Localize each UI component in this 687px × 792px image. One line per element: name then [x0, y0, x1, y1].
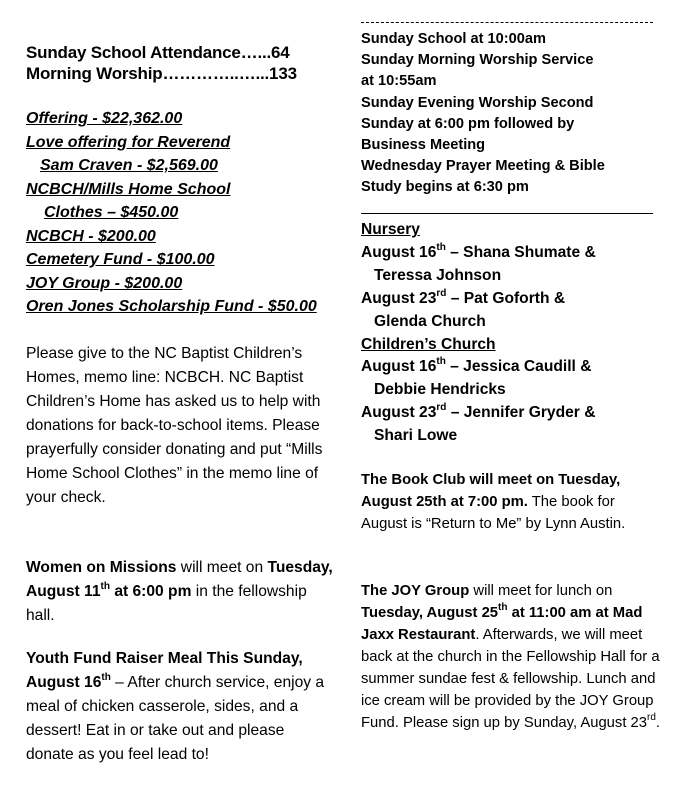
women-on-missions-note [26, 556, 336, 628]
wom-title: Women on Missions [26, 559, 177, 576]
wom-time: at 6:00 pm [109, 583, 192, 600]
nursery-aug23-sup: rd [436, 287, 447, 299]
cc-aug23-sup: rd [436, 401, 447, 413]
nursery-aug23 [361, 287, 565, 310]
scholarship-fund: Oren Jones Scholarship Fund - $50.00 [26, 298, 317, 315]
nursery-aug23-names: – Pat Goforth & [446, 290, 566, 307]
love-offering-line1: Love offering for Reverend [26, 134, 231, 151]
schedule-line2: Sunday Morning Worship Service [361, 52, 594, 68]
cc-aug16-date: August 16 [361, 358, 437, 375]
nursery-aug23-date: August 23 [361, 290, 437, 307]
youth-text: – After church service, enjoy a meal of chicken casserole, sides, and a dessert! Eat in or take out and please donate as you feel lead to! [26, 674, 325, 763]
top-divider [361, 22, 653, 23]
joy-title: The JOY Group [361, 583, 470, 599]
childrens-church-aug23 [361, 401, 595, 424]
schedule-divider [361, 213, 653, 214]
cc-aug23-names: – Jennifer Gryder & [446, 404, 596, 421]
wom-text2: in the fellowship hall. [26, 583, 307, 624]
wom-text1: will meet on [176, 559, 268, 576]
ncbch-note: Please give to the NC Baptist Children’s Homes, memo line: NCBCH. NC Baptist Children’s Home has asked us to help with donations for back-to-school items. Please prayerfully consider donating and put “Mills Home School Clothes” in the memo line of your check. [26, 345, 323, 506]
schedule-line3: at 10:55am [361, 73, 437, 89]
ncbch-offering: NCBCH - $200.00 [26, 228, 156, 245]
mills-home-line1: NCBCH/Mills Home School [26, 181, 231, 198]
schedule-line5: Sunday at 6:00 pm followed by [361, 116, 575, 132]
joy-date-text: Tuesday, August 25 [361, 605, 499, 621]
joy-sup2: rd [647, 712, 656, 724]
sunday-school-attendance: Sunday School Attendance…...64 [26, 43, 290, 62]
childrens-church-aug16-names2: Debbie Hendricks [374, 381, 506, 398]
wom-date-text: Tuesday, August 11 [26, 559, 333, 600]
wom-date-sup: th [100, 580, 110, 592]
schedule-line1: Sunday School at 10:00am [361, 31, 546, 47]
joy-text2: . Afterwards, we will meet back at the church in the Fellowship Hall for a summer sundae fest & fellowship. Lunch and ice cream will be provided by the JOY Group Fund. Please sign up by Sunday, August 23 [361, 627, 660, 731]
book-club-title: The Book Club will meet on Tuesday, August 25th at 7:00 pm. [361, 472, 621, 510]
cc-aug16-sup: th [436, 355, 446, 367]
nursery-aug16-sup: th [436, 241, 446, 253]
youth-fundraiser-note [26, 647, 336, 767]
book-club-note [361, 469, 661, 535]
joy-group-offering: JOY Group - $200.00 [26, 275, 183, 292]
joy-place: at 11:00 am at Mad Jaxx Restaurant [361, 605, 643, 643]
joy-group-lunch-note [361, 580, 661, 734]
morning-worship-attendance: Morning Worship…………..…...133 [26, 64, 297, 83]
youth-sup: th [101, 671, 111, 683]
cc-aug16-names: – Jessica Caudill & [445, 358, 592, 375]
youth-title-text: Youth Fund Raiser Meal This Sunday, August 16 [26, 650, 303, 691]
joy-date-sup: th [498, 602, 508, 614]
schedule-line7: Wednesday Prayer Meeting & Bible [361, 158, 605, 174]
schedule-line6: Business Meeting [361, 137, 486, 153]
cemetery-fund: Cemetery Fund - $100.00 [26, 251, 215, 268]
schedule-line4: Sunday Evening Worship Second [361, 95, 594, 111]
nursery-aug16 [361, 241, 596, 264]
joy-text1: will meet for lunch on [469, 583, 613, 599]
childrens-church-heading: Children’s Church [361, 336, 496, 353]
cc-aug23-date: August 23 [361, 404, 437, 421]
nursery-aug16-date: August 16 [361, 244, 437, 261]
nursery-aug16-names: – Shana Shumate & [445, 244, 596, 261]
offering-total: Offering - $22,362.00 [26, 110, 183, 127]
love-offering-line2: Sam Craven - $2,569.00 [40, 157, 218, 174]
childrens-church-aug23-names2: Shari Lowe [374, 427, 458, 444]
schedule-line8: Study begins at 6:30 pm [361, 179, 529, 195]
joy-text3: . [655, 715, 661, 731]
nursery-aug16-names2: Teressa Johnson [374, 267, 502, 284]
mills-home-line2: Clothes – $450.00 [44, 204, 179, 221]
nursery-aug23-names2: Glenda Church [374, 313, 486, 330]
book-club-text: The book for August is “Return to Me” by Lynn Austin. [361, 494, 626, 532]
childrens-church-aug16 [361, 355, 591, 378]
nursery-heading: Nursery [361, 221, 420, 238]
